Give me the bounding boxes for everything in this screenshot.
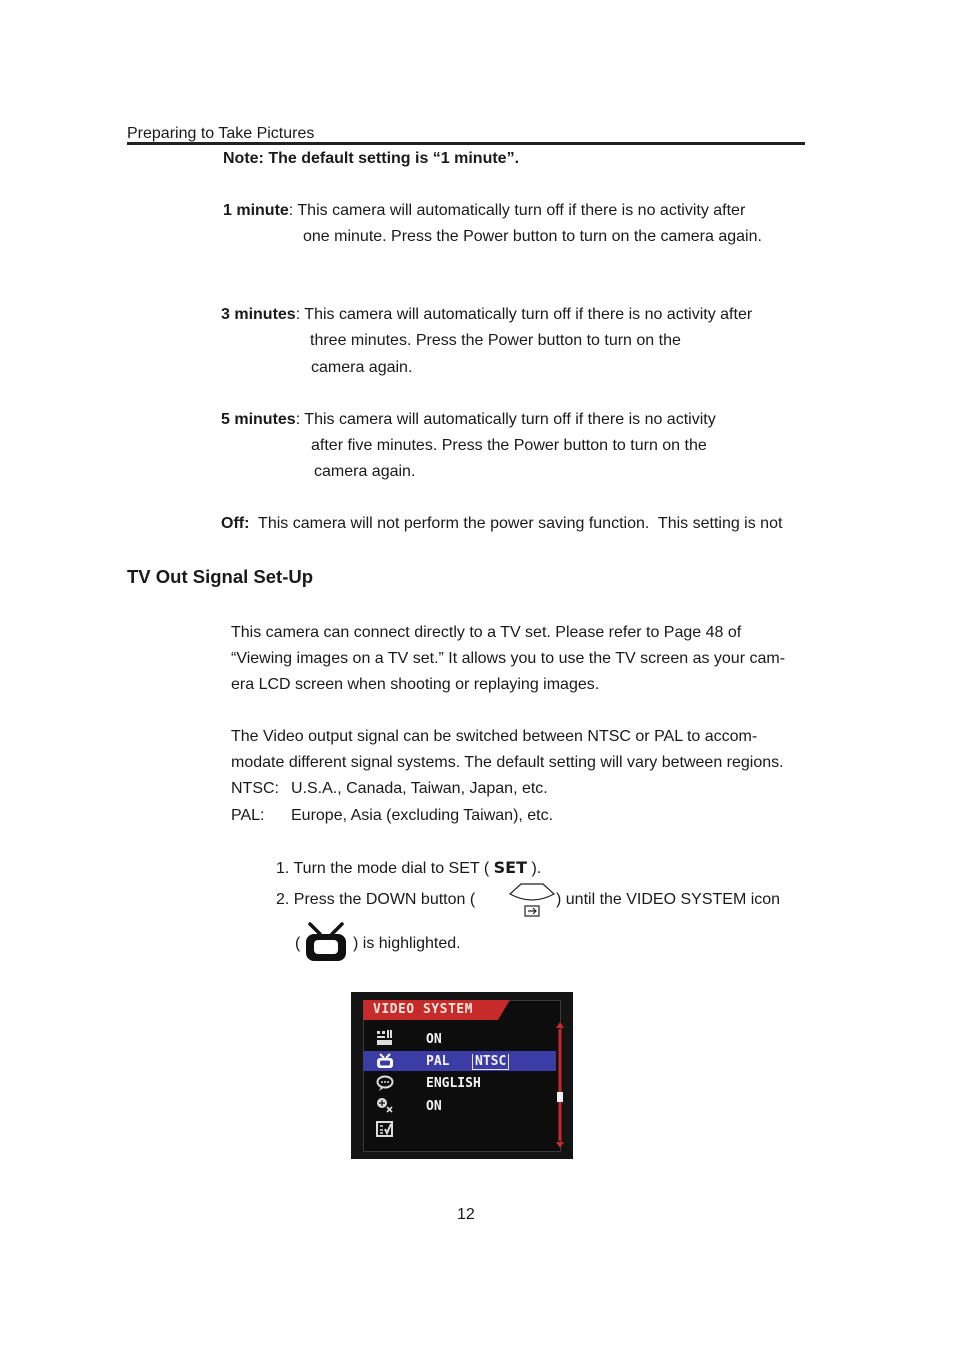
pal-label: PAL: [231, 807, 265, 824]
para2-line: modate different signal systems. The default setting will vary between regions. [231, 754, 784, 771]
running-header: Preparing to Take Pictures [127, 125, 315, 142]
section-title: TV Out Signal Set-Up [127, 566, 314, 587]
option-5-minutes [221, 407, 716, 433]
lcd-value-row3: ENGLISH [426, 1076, 481, 1091]
lcd-value-row4: ON [426, 1099, 442, 1114]
option-desc: : This camera will automatically turn off if there is no activity after [288, 202, 746, 219]
option-desc-line: three minutes. Press the Power button to turn on the [310, 332, 681, 349]
lcd-title-tail [498, 1000, 510, 1020]
option-desc: : This camera will automatically turn off if there is no activity [295, 411, 716, 428]
para2-line: The Video output signal can be switched between NTSC or PAL to accom- [231, 728, 758, 745]
default-note: Note: The default setting is “1 minute”. [223, 150, 520, 167]
step-1-end: ). [531, 860, 542, 877]
paren-open: ( [295, 935, 301, 952]
option-term: 5 minutes [221, 411, 296, 428]
checklist-icon [376, 1121, 394, 1137]
down-button-icon [507, 882, 557, 918]
para1-line: era LCD screen when shooting or replaying images. [231, 676, 600, 693]
lcd-title: VIDEO SYSTEM [373, 1002, 473, 1017]
step-2-line2: ) is highlighted. [353, 935, 461, 952]
option-term: 1 minute [223, 202, 289, 219]
option-desc: : This camera will automatically turn off if there is no activity after [295, 306, 753, 323]
option-term: Off: [221, 515, 250, 532]
lcd-screenshot [351, 992, 573, 1159]
option-desc: This camera will not perform the power saving function. This setting is not [249, 515, 783, 532]
option-3-minutes [221, 302, 752, 328]
option-off [221, 511, 782, 537]
tv-icon [304, 921, 348, 963]
language-icon [376, 1075, 394, 1091]
lcd-option-ntsc: NTSC [472, 1054, 509, 1070]
para1-line: “Viewing images on a TV set.” It allows you to use the TV screen as your cam- [231, 650, 786, 667]
sound-icon [376, 1097, 394, 1113]
option-1-minute [223, 198, 745, 224]
option-desc-line: camera again. [311, 359, 413, 376]
lcd-value-row2: PAL [426, 1054, 450, 1069]
page-number: 12 [457, 1206, 475, 1223]
step-1 [276, 855, 541, 882]
option-desc-line: one minute. Press the Power button to turn on the camera again. [303, 228, 762, 245]
step-2-end: ) until the VIDEO SYSTEM icon [556, 891, 781, 908]
para1-line: This camera can connect directly to a TV set. Please refer to Page 48 of [231, 624, 742, 641]
ntsc-label: NTSC: [231, 780, 279, 797]
set-mode-icon: SET [493, 858, 527, 877]
quality-icon [376, 1030, 394, 1046]
step-1-text: 1. Turn the mode dial to SET ( [276, 860, 490, 877]
option-term: 3 minutes [221, 306, 296, 323]
option-desc-line: camera again. [314, 463, 416, 480]
ntsc-regions: U.S.A., Canada, Taiwan, Japan, etc. [291, 780, 548, 797]
lcd-scrollbar [556, 1022, 564, 1148]
step-2-text: 2. Press the DOWN button ( [276, 891, 476, 908]
tv-icon [376, 1053, 394, 1069]
pal-regions: Europe, Asia (excluding Taiwan), etc. [291, 807, 554, 824]
lcd-value-row1: ON [426, 1032, 442, 1047]
option-desc-line: after five minutes. Press the Power button to turn on the [311, 437, 707, 454]
header-rule [127, 142, 805, 145]
